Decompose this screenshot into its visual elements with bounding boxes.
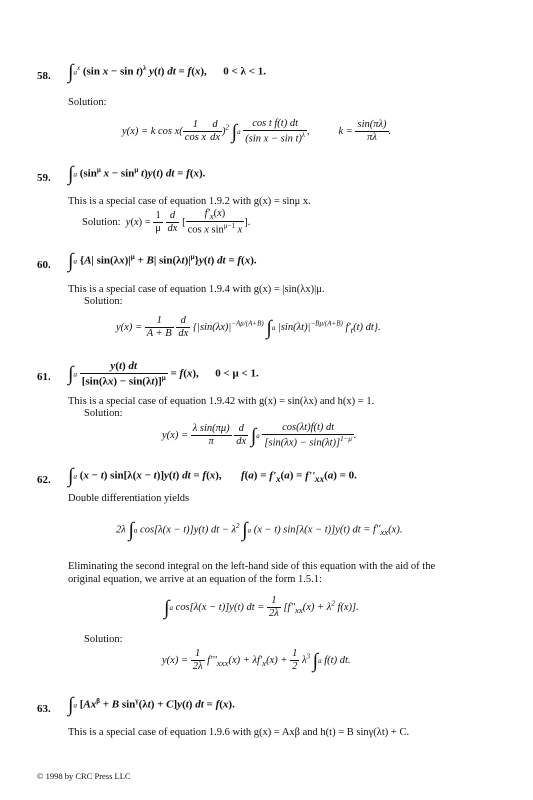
solution-label-59: Solution: bbox=[82, 216, 121, 228]
solution-formula-60: y(x) = $\frac{1}{A + B}$ $\frac{d}{dx}$ {$|\sin(\lambda x)|^{-A\mu/(A+B)}$ ∫a $|\sin(\lambda t)|^{-B\mu/(A+B)}$ $f'_t(t)$ dt}. bbox=[116, 315, 381, 340]
solution-formula-62: y(x) = $\frac{1}{2\lambda}$ $f'''_{xxx}(x) + \lambda f'_x(x)$ + $\frac{1}{2}$ $\lambda^3$ ∫a f(t) dt. bbox=[162, 648, 351, 673]
equation-58: $\int a^x$ (sin x − sin t)$^\lambda$ y(t) dt = f(x), 0 < λ < 1. bbox=[68, 61, 266, 83]
equation-number-61: 61. bbox=[37, 371, 51, 383]
equation-59: ∫a ($\sin^\mu$ $x - \sin^\mu t)y(t)$ dt = f(x). bbox=[68, 163, 206, 185]
text-63: This is a special case of equation 1.9.6 with g(x) = Axβ and h(t) = B sinγ(λt) + C. bbox=[68, 727, 410, 738]
copyright-footer: © 1998 by CRC Press LLC bbox=[37, 771, 131, 781]
solution-label-58: Solution: bbox=[68, 97, 107, 108]
text-62c: original equation, we arrive at an equation of the form 1.5.1: bbox=[68, 574, 322, 585]
solution-label-62: Solution: bbox=[84, 634, 123, 645]
equation-63: ∫a [$Ax^\beta + B$ $\sin^\gamma(\lambda t) + C]y(t)$ dt = f(x). bbox=[68, 694, 235, 716]
solution-formula-59: Solution: y(x) = $\frac{1}{\mu}$ $\frac{d}{dx}$ [ $\frac{f'_x(x)}{\cos x \sin^{\mu-1} x}$ ]. bbox=[82, 208, 251, 236]
text-60: This is a special case of equation 1.9.4 with g(x) = |sin(λx)|μ. bbox=[68, 284, 325, 295]
text-62b: Eliminating the second integral on the left-hand side of this equation with the aid of the bbox=[68, 561, 436, 572]
equation-number-62: 62. bbox=[37, 474, 51, 486]
equation-62: ∫a (x − t) sin[λ(x − t)]y(t) dt = f(x), $f(a) = f'_x(a) = f''_{xx}(a) = 0$. bbox=[68, 465, 357, 487]
derivative-formula-62: 2λ ∫a cos[λ(x − t)]y(t) dt − $\lambda^2$ ∫a (x − t) sin[λ(x − t)]y(t) dt = $f''_{xx}(x)$. bbox=[116, 519, 403, 541]
solution-formula-58: y(x) = k cos x( $\frac{1}{\text{cos x}}$ $\frac{d}{dx}$ )$^2$ ∫a $\frac{\text{cos t f(t) dt}}{(\sin x - \sin t)^\lambda}$ , k = $\frac{\sin(\pi\lambda)}{\pi\lambda}$ . bbox=[122, 118, 392, 145]
solution-label-61: Solution: bbox=[84, 408, 123, 419]
equation-number-58: 58. bbox=[37, 70, 51, 82]
equation-number-59: 59. bbox=[37, 172, 51, 184]
solution-label-60: Solution: bbox=[84, 296, 123, 307]
text-62a: Double differentiation yields bbox=[68, 493, 190, 504]
text-59: This is a special case of equation 1.9.2 with g(x) = sinμ x. bbox=[68, 196, 311, 207]
equation-60: ∫a {A| $\sin(\lambda x)|^\mu + B|$ $\sin(\lambda t)|^\mu\}y(t)$ dt = f(x). bbox=[68, 250, 257, 272]
equation-number-63: 63. bbox=[37, 703, 51, 715]
equation-number-60: 60. bbox=[37, 259, 51, 271]
text-61: This is a special case of equation 1.9.42 with g(x) = sin(λx) and h(x) = 1. bbox=[68, 396, 375, 407]
reduced-formula-62: ∫a cos[λ(x − t)]y(t) dt = $\frac{1}{2\lambda}$ [$f''_{xx}(x) + \lambda^2$ f(x)]. bbox=[164, 595, 359, 620]
equation-61: ∫a $\frac{y(t) dt}{[\sin(\lambda x) - \sin(\lambda t)]^\mu}$ = f(x), 0 < μ < 1. bbox=[68, 360, 259, 388]
solution-formula-61: y(x) = $\frac{\text{λ sin(πμ)}}{\pi}$ $\frac{d}{dx}$ ∫a $\frac{\cos(\lambda t)f(t) dt}{[\sin(\lambda x) - \sin(\lambda t)]^{1-\mu}}$ . bbox=[162, 422, 357, 449]
